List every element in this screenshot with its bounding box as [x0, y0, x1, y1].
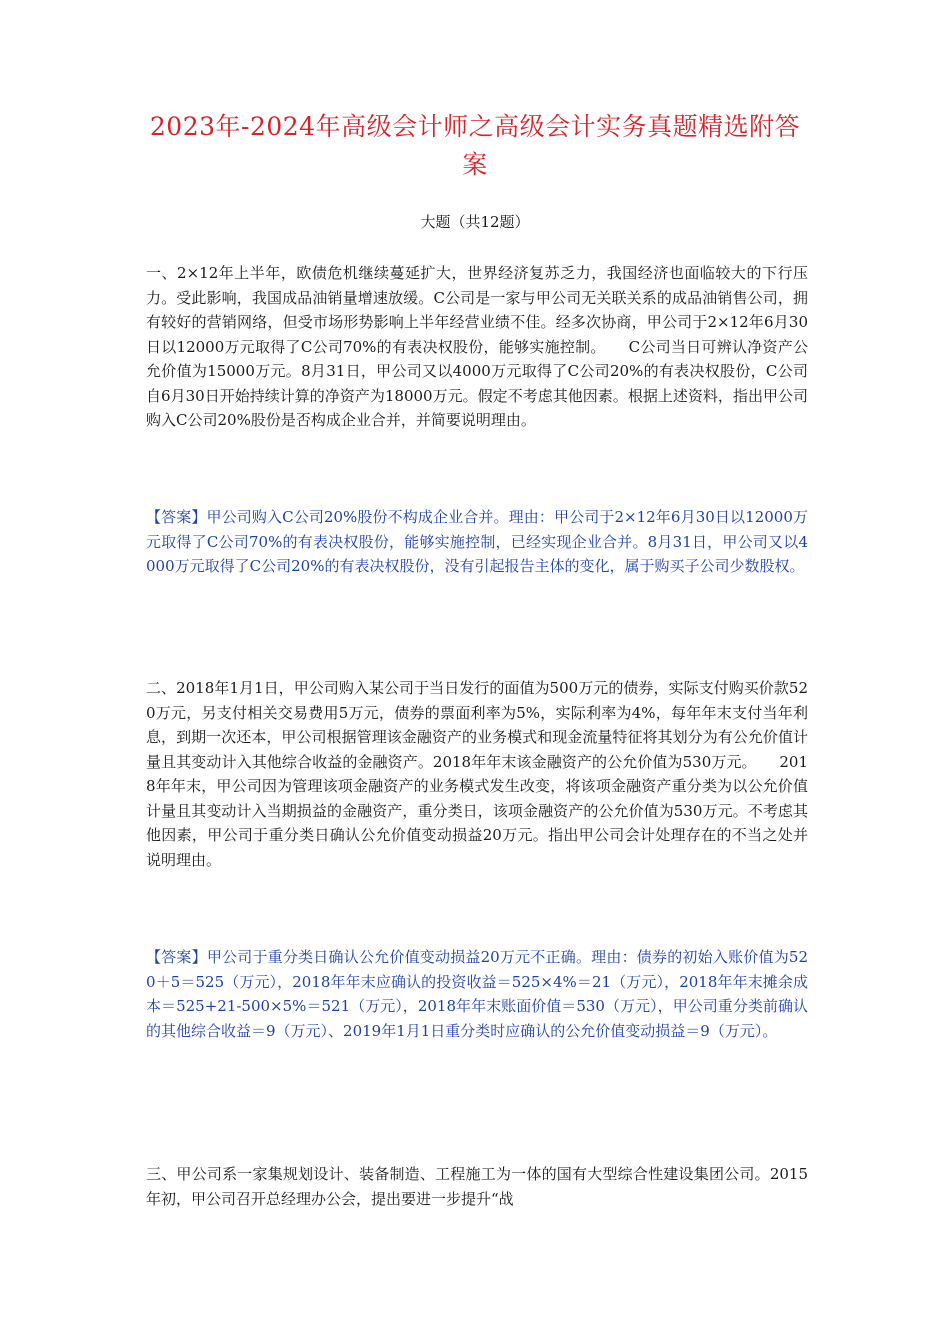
question-1-text: 一、2×12年上半年，欧债危机继续蔓延扩大，世界经济复苏乏力，我国经济也面临较大的下行压力。受此影响，我国成品油销量增速放缓。C公司是一家与甲公司无关联关系的成品油销售公司，拥有较好的营销网络，但受市场形势影响上半年经营业绩不佳。经多次协商，甲公司于2×12年6月30日以12000万元取得了C公司70%的有表决权股份，能够实施控制。 C公司当日可辨认净资产公允价值为15000万元。8月31日，甲公司又以4000万元取得了C公司20%的有表决权股份，C公司自6月30日开始持续计算的净资产为18000万元。假定不考虑其他因素。根据上述资料，指出甲公司购入C公司20%股份是否构成企业合并，并简要说明理由。: [146, 264, 808, 429]
document-title: 2023年-2024年高级会计师之高级会计实务真题精选附答案: [149, 112, 801, 179]
section-heading: 大题（共12题）: [420, 213, 530, 231]
question-2-answer: 【答案】甲公司于重分类日确认公允价值变动损益20万元不正确。理由：债券的初始入账价值为520＋5＝525（万元），2018年年末应确认的投资收益＝525×4%＝21（万元），2018年年末摊余成本＝525+21-500×5%＝521（万元），2018年年末账面价值＝530（万元），甲公司重分类前确认的其他综合收益＝9（万元）、2019年1月1日重分类时应确认的公允价值变动损益＝9（万元）。: [146, 948, 808, 1040]
question-2-text: 二、2018年1月1日，甲公司购入某公司于当日发行的面值为500万元的债券，实际支付购买价款520万元，另支付相关交易费用5万元，债券的票面利率为5%，实际利率为4%，每年年末支付当年利息，到期一次还本，甲公司根据管理该金融资产的业务模式和现金流量特征将其划分为有公允价值计量且其变动计入其他综合收益的金融资产。2018年年末该金融资产的公允价值为530万元。 2018年年末，甲公司因为管理该项金融资产的业务模式发生改变，将该项金融资产重分类为以公允价值计量且其变动计入当期损益的金融资产，重分类日，该项金融资产的公允价值为530万元。不考虑其他因素，甲公司于重分类日确认公允价值变动损益20万元。指出甲公司会计处理存在的不当之处并说明理由。: [146, 679, 808, 869]
question-3-text: 三、甲公司系一家集规划设计、装备制造、工程施工为一体的国有大型综合性建设集团公司。2015年初，甲公司召开总经理办公会，提出要进一步提升“战: [146, 1165, 808, 1208]
question-1-answer: 【答案】甲公司购入C公司20%股份不构成企业合并。理由：甲公司于2×12年6月30日以12000万元取得了C公司70%的有表决权股份，能够实施控制，已经实现企业合并。8月31日，甲公司又以4000万元取得了C公司20%的有表决权股份，没有引起报告主体的变化，属于购买子公司少数股权。: [146, 508, 808, 575]
